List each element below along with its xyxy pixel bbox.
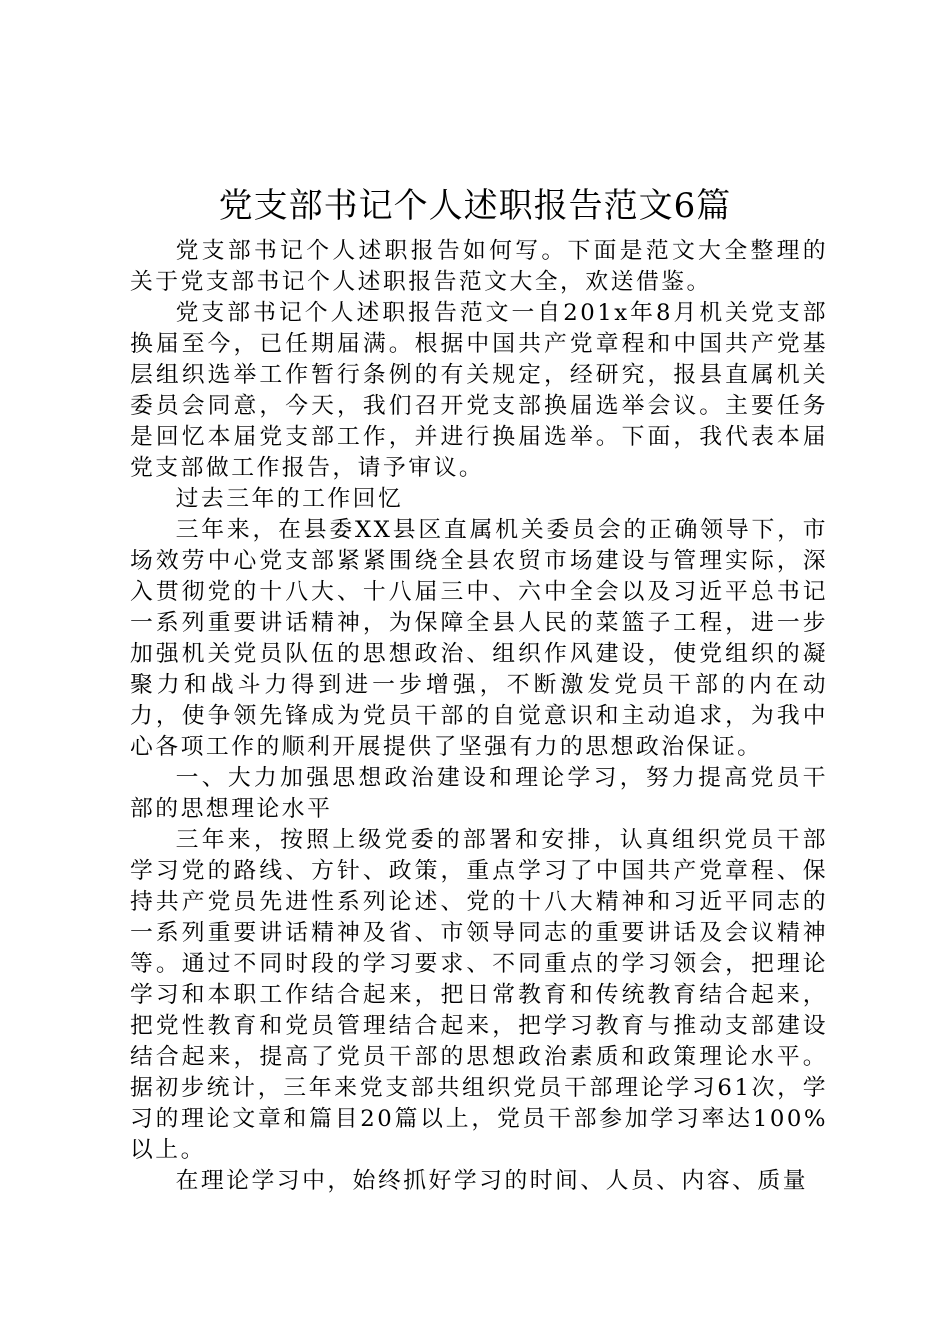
document-title: 党支部书记个人述职报告范文6篇 [218, 186, 732, 226]
paragraph-study: 三年来，按照上级党委的部署和安排，认真组织党员干部学习党的路线、方针、政策，重点学习了中国共产党章程、保持共产党员先进性系列论述、党的十八大精神和习近平同志的一系列重要讲话精神及省、市领导同志的重要讲话及会议精神等。通过不同时段的学习要求、不同重点的学习领会，把理论学习和本职工作结合起来，把日常教育和传统教育结合起来，把党性教育和党员管理结合起来，把学习教育与推动支部建设结合起来，提高了党员干部的思想政治素质和政策理论水平。据初步统计，三年来党支部共组织党员干部理论学习61次，学习的理论文章和篇目20篇以上，党员干部参加学习率达100%以上。 [130, 827, 828, 1163]
paragraph-theory-study: 在理论学习中，始终抓好学习的时间、人员、内容、质量 [175, 1168, 809, 1194]
document-body [130, 236, 828, 1197]
paragraph-review-heading: 过去三年的工作回忆 [175, 486, 404, 512]
paragraph-sample-one: 党支部书记个人述职报告范文一自201x年8月机关党支部换届至今，已任期届满。根据中国共产党章程和中国共产党基层组织选举工作暂行条例的有关规定，经研究，报县直属机关委员会同意，今天，我们召开党支部换届选举会议。主要任务是回忆本届党支部工作，并进行换届选举。下面，我代表本届党支部做工作报告，请予审议。 [130, 300, 828, 481]
paragraph-intro: 党支部书记个人述职报告如何写。下面是范文大全整理的关于党支部书记个人述职报告范文大全，欢送借鉴。 [130, 238, 828, 295]
paragraph-three-years: 三年来，在县委XX县区直属机关委员会的正确领导下，市场效劳中心党支部紧紧围绕全县农贸市场建设与管理实际，深入贯彻党的十八大、十八届三中、六中全会以及习近平总书记一系列重要讲话精神，为保障全县人民的菜篮子工程，进一步加强机关党员队伍的思想政治、组织作风建设，使党组织的凝聚力和战斗力得到进一步增强，不断激发党员干部的内在动力，使争领先锋成为党员干部的自觉意识和主动追求，为我中心各项工作的顺利开展提供了坚强有力的思想政治保证。 [130, 517, 828, 760]
section-heading-one: 一、大力加强思想政治建设和理论学习，努力提高党员干部的思想理论水平 [130, 765, 828, 822]
